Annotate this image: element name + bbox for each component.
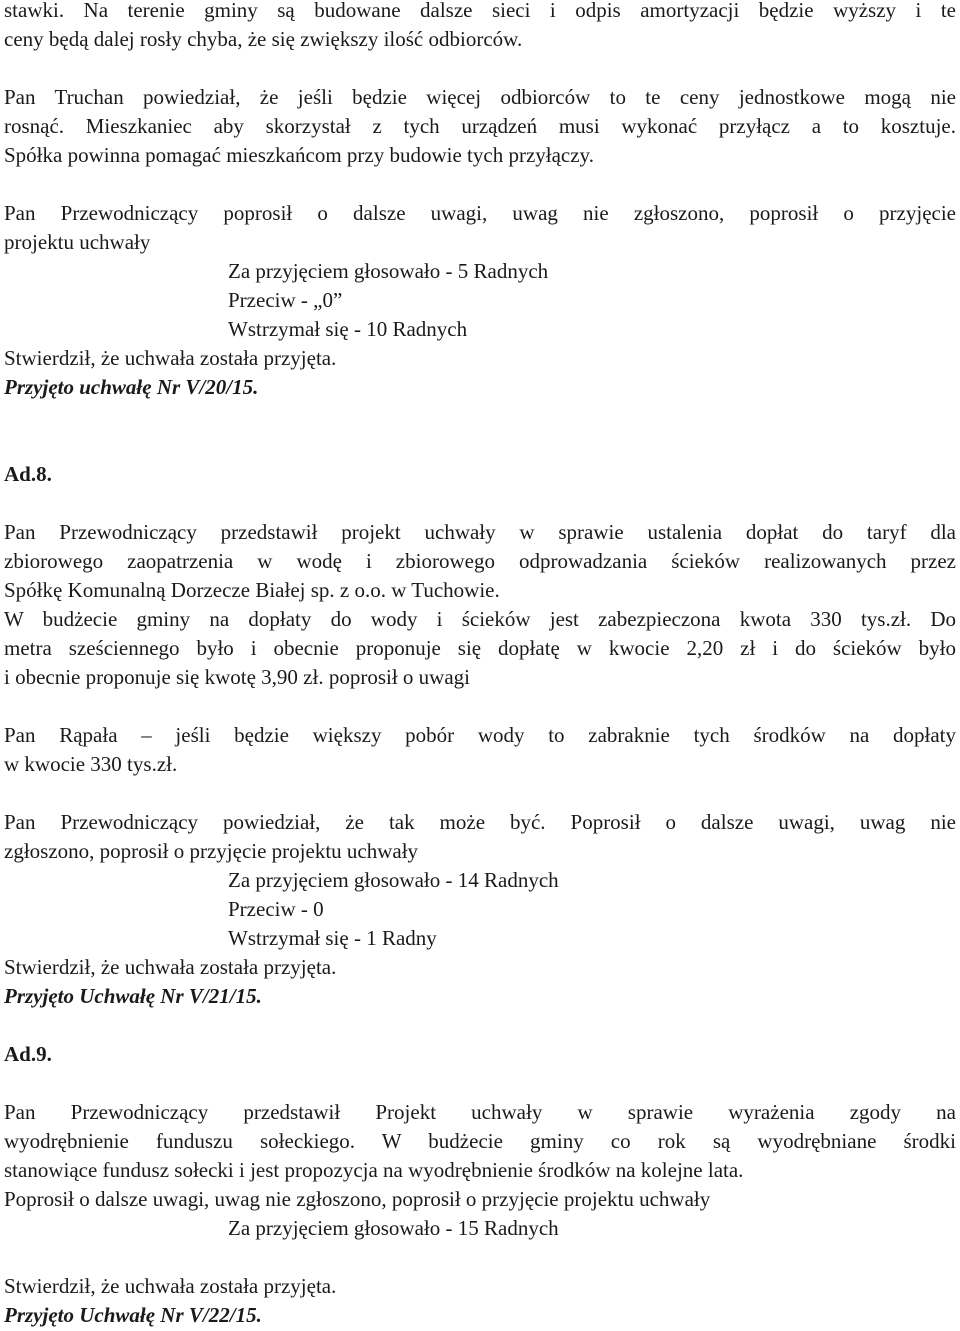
paragraph-line: i obecnie proponuje się kwotę 3,90 zł. poprosił o uwagi bbox=[4, 665, 470, 689]
paragraph-line: Pan Rąpała – jeśli będzie większy pobór wody to zabraknie tych środków na dopłaty bbox=[4, 723, 956, 747]
agenda-item-heading: Ad.8. bbox=[4, 462, 52, 486]
vote-abstain-line: Wstrzymał się - 10 Radnych bbox=[228, 317, 468, 341]
paragraph-line: w kwocie 330 tys.zł. bbox=[4, 752, 178, 776]
vote-against-line: Przeciw - 0 bbox=[228, 897, 324, 921]
vote-abstain-line: Wstrzymał się - 1 Radny bbox=[228, 926, 437, 950]
agenda-item-heading: Ad.9. bbox=[4, 1042, 52, 1066]
resolution-adopted-statement: Stwierdził, że uchwała została przyjęta. bbox=[4, 346, 337, 370]
paragraph-line: stawki. Na terenie gminy są budowane dalsze sieci i odpis amortyzacji będzie wyższy i te bbox=[4, 0, 956, 22]
resolution-adopted-statement: Stwierdził, że uchwała została przyjęta. bbox=[4, 1274, 337, 1298]
vote-against-line: Przeciw - „0” bbox=[228, 288, 343, 312]
paragraph-line: Pan Truchan powiedział, że jeśli będzie więcej odbiorców to te ceny jednostkowe mogą nie bbox=[4, 85, 956, 109]
paragraph-line: Pan Przewodniczący przedstawił Projekt uchwały w sprawie wyrażenia zgody na bbox=[4, 1100, 956, 1124]
paragraph-line: Spółkę Komunalną Dorzecze Białej sp. z o.o. w Tuchowie. bbox=[4, 578, 500, 602]
vote-for-line: Za przyjęciem głosowało - 14 Radnych bbox=[228, 868, 559, 892]
paragraph-line: stanowiące fundusz sołecki i jest propozycja na wyodrębnienie środków na kolejne lata. bbox=[4, 1158, 744, 1182]
vote-for-line: Za przyjęciem głosowało - 5 Radnych bbox=[228, 259, 549, 283]
resolution-number: Przyjęto uchwałę Nr V/20/15. bbox=[4, 375, 259, 399]
paragraph-line: rosnąć. Mieszkaniec aby skorzystał z tych urządzeń musi wykonać przyłącz a to kosztuje. bbox=[4, 114, 956, 138]
vote-for-line: Za przyjęciem głosowało - 15 Radnych bbox=[228, 1216, 559, 1240]
paragraph-line: Poprosił o dalsze uwagi, uwag nie zgłoszono, poprosił o przyjęcie projektu uchwały bbox=[4, 1187, 711, 1211]
paragraph-line: Pan Przewodniczący przedstawił projekt uchwały w sprawie ustalenia dopłat do taryf dla bbox=[4, 520, 956, 544]
paragraph-line: wyodrębnienie funduszu sołeckiego. W budżecie gminy co rok są wyodrębniane środki bbox=[4, 1129, 956, 1153]
paragraph-line: W budżecie gminy na dopłaty do wody i ścieków jest zabezpieczona kwota 330 tys.zł. Do bbox=[4, 607, 956, 631]
resolution-number: Przyjęto Uchwałę Nr V/21/15. bbox=[4, 984, 262, 1008]
paragraph-line: projektu uchwały bbox=[4, 230, 151, 254]
paragraph-line: ceny będą dalej rosły chyba, że się zwiększy ilość odbiorców. bbox=[4, 27, 523, 51]
paragraph-line: Spółka powinna pomagać mieszkańcom przy budowie tych przyłączy. bbox=[4, 143, 594, 167]
paragraph-line: zbiorowego zaopatrzenia w wodę i zbiorowego odprowadzania ścieków realizowanych przez bbox=[4, 549, 956, 573]
paragraph-line: metra sześciennego było i obecnie proponuje się dopłatę w kwocie 2,20 zł i do ścieków było bbox=[4, 636, 956, 660]
paragraph-line: zgłoszono, poprosił o przyjęcie projektu uchwały bbox=[4, 839, 419, 863]
paragraph-line: Pan Przewodniczący powiedział, że tak może być. Poprosił o dalsze uwagi, uwag nie bbox=[4, 810, 956, 834]
paragraph-line: Pan Przewodniczący poprosił o dalsze uwagi, uwag nie zgłoszono, poprosił o przyjęcie bbox=[4, 201, 956, 225]
resolution-adopted-statement: Stwierdził, że uchwała została przyjęta. bbox=[4, 955, 337, 979]
resolution-number: Przyjęto Uchwałę Nr V/22/15. bbox=[4, 1303, 262, 1327]
